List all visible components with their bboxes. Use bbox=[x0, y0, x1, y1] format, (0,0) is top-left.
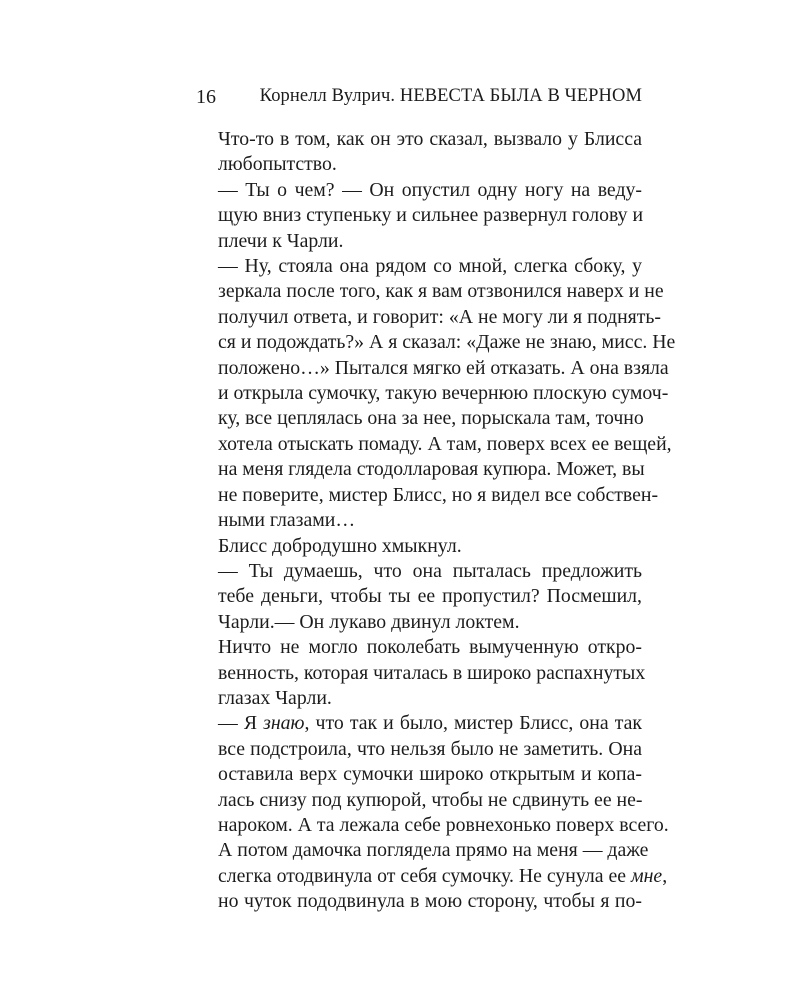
paragraph-2 bbox=[196, 178, 642, 254]
text-line: тебе деньги, чтобы ты ее пропустил? Посмешил, bbox=[218, 585, 642, 608]
text-line: А потом дамочка поглядела прямо на меня — даже bbox=[218, 839, 649, 862]
paragraph-1 bbox=[196, 127, 642, 178]
text-line: на меня глядела стодолларовая купюра. Может, вы bbox=[218, 458, 645, 481]
text-line: зеркала после того, как я вам отзвонился наверх и не bbox=[218, 280, 664, 303]
text-line: Блисс добродушно хмыкнул. bbox=[218, 534, 462, 557]
text-line: — Ну, стояла она рядом со мной, слегка сбоку, у bbox=[218, 255, 642, 278]
text-line: глазах Чарли. bbox=[218, 686, 332, 709]
italic-emphasis: мне bbox=[631, 864, 663, 887]
text-line: ными глазами… bbox=[218, 509, 356, 532]
text-line: лась снизу под купюрой, чтобы не сдвинуть ее не- bbox=[218, 788, 643, 811]
text-line: венность, которая читалась в широко распахнутых bbox=[218, 661, 646, 684]
text-line: любопытство. bbox=[218, 153, 337, 176]
text-segment: — Я bbox=[218, 712, 264, 735]
text-line: все подстроила, что нельзя было не заметить. Она bbox=[218, 737, 642, 760]
page-header bbox=[196, 86, 642, 112]
text-line: получил ответа, и говорит: «А не могу ли я поднять- bbox=[218, 305, 662, 328]
paragraph-4 bbox=[196, 534, 642, 559]
text-line: хотела отыскать помаду. А там, поверх всех ее вещей, bbox=[218, 432, 672, 455]
text-line: щую вниз ступеньку и сильнее развернул голову и bbox=[218, 204, 644, 227]
text-line: оставила верх сумочки широко открытым и копа- bbox=[218, 763, 642, 786]
italic-emphasis: знаю bbox=[263, 712, 305, 735]
text-line: Ничто не могло поколебать вымученную откро- bbox=[218, 636, 642, 659]
text-line: плечи к Чарли. bbox=[218, 229, 344, 252]
text-line: Чарли.— Он лукаво двинул локтем. bbox=[218, 610, 520, 633]
running-title: Корнелл Вулрич. НЕВЕСТА БЫЛА В ЧЕРНОМ bbox=[259, 86, 642, 106]
text-line: ся и подождать?» А я сказал: «Даже не знаю, мисс. Не bbox=[218, 331, 676, 354]
paragraph-7 bbox=[196, 711, 669, 914]
page-number: 16 bbox=[196, 86, 216, 108]
text-segment: , что так и было, мистер Блисс, она так bbox=[304, 712, 643, 735]
text-line: — Ты о чем? — Он опустил одну ногу на веду- bbox=[218, 178, 642, 201]
paragraph-5 bbox=[196, 559, 642, 635]
paragraph-6 bbox=[196, 635, 646, 711]
text-line: Что-то в том, как он это сказал, вызвало у Блисса bbox=[218, 128, 642, 150]
text-line bbox=[196, 864, 668, 889]
text-line: — Ты думаешь, что она пыталась предложить bbox=[218, 559, 642, 582]
text-line: положено…» Пытался мягко ей отказать. А она взяла bbox=[218, 356, 669, 379]
text-segment: , bbox=[662, 864, 668, 887]
paragraph-3 bbox=[196, 254, 676, 533]
text-line: нароком. А та лежала себе ровнехонько поверх всего. bbox=[218, 813, 669, 836]
text-line: но чуток пододвинула в мою сторону, чтобы я по- bbox=[218, 890, 642, 913]
text-line: и открыла сумочку, такую вечернюю плоскую сумоч- bbox=[218, 382, 669, 405]
body-text bbox=[196, 127, 676, 915]
text-segment: слегка отодвинула от себя сумочку. Не сунула ее bbox=[218, 864, 631, 887]
text-line: ку, все цеплялась она за нее, порыскала там, точно bbox=[218, 407, 644, 430]
text-line: не поверите, мистер Блисс, но я видел все собствен- bbox=[218, 483, 659, 506]
text-line bbox=[196, 711, 642, 736]
